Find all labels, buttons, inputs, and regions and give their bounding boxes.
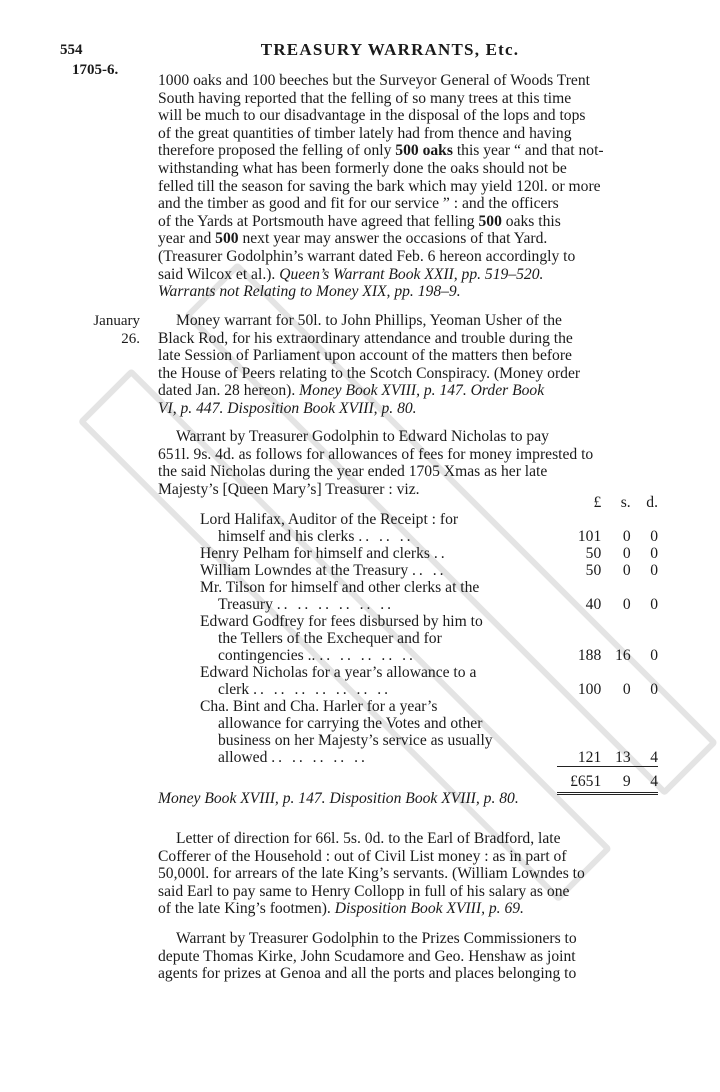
shillings-cell: 0 [622, 681, 631, 698]
ledger-description: allowed [218, 749, 268, 766]
ledger-row [200, 664, 658, 698]
leader-dots: .. .. .. .. .. .. .. [253, 681, 392, 698]
pence-cell: 0 [650, 545, 658, 562]
paragraph-oaks: 1000 oaks and 100 beeches but the Surveyor General of Woods Trent South having reported that the felling of so many trees at this time will be much to our disadvantage in the disposal of the lops and tops of the great quantities of timber lately had from thence and having therefore proposed the felling of only 500 oaks this year “ and that not- withstanding what has been formerly done the oaks should not be felled till the season for saving the bark which may yield 120l. or more and the timber as good and fit for our service ” : and the officers of the Yards at Portsmouth have agreed that felling 500 oaks this year and 500 next year may answer the occasions of that Yard. (Treasurer Godolphin’s warrant dated Feb. 6 hereon accordingly to said Wilcox et al.). Queen’s Warrant Book XXII, pp. 519–520. Warrants not Relating to Money XIX, pp. 198–9. [158, 72, 604, 301]
paragraph-phillips: Money warrant for 50l. to John Phillips, Yeoman Usher of the Black Rod, for his extraordinary attendance and trouble during the late Session of Parliament upon account of the matters then before the House of Peers relating to the Scotch Conspiracy. (Money order dated Jan. 28 hereon). Money Book XVIII, p. 147. Order Book VI, p. 447. Disposition Book XVIII, p. 80. [158, 312, 581, 417]
page-number: 554 [60, 42, 83, 58]
ledger-description: Henry Pelham for himself and clerks [200, 545, 430, 562]
shillings-cell: 16 [615, 647, 631, 664]
shillings-cell: 13 [615, 748, 631, 766]
pounds-cell: 121 [577, 748, 602, 766]
pence-cell: 0 [650, 647, 658, 664]
ledger-row [200, 511, 658, 545]
pounds-cell: 188 [577, 647, 602, 664]
pounds-cell: 100 [577, 681, 602, 698]
ledger-row [200, 562, 658, 579]
ledger-row [200, 579, 658, 613]
shillings-header: s. [620, 494, 631, 511]
ledger-description: Cha. Bint and Cha. Harler for a year’s [200, 698, 438, 715]
leader-dots: .. .. .. .. .. .. [276, 596, 395, 613]
accounts-table [200, 494, 658, 795]
shillings-cell: 0 [622, 545, 631, 562]
ledger-description: allowance for carrying the Votes and other [218, 715, 483, 732]
ledger-description: contingencies .. [218, 647, 316, 664]
ledger-description: Treasury [218, 596, 273, 613]
pounds-cell: 101 [577, 528, 602, 545]
ledger-description: Edward Nicholas for a year’s allowance to a [200, 664, 477, 681]
pounds-cell: 50 [585, 562, 602, 579]
total-pence: 4 [631, 766, 658, 793]
paragraph-nicholas: Warrant by Treasurer Godolphin to Edward Nicholas to pay 651l. 9s. 4d. as follows for allowances of fees for money imprested to the said Nicholas during the year ended 1705 Xmas as her late Majesty’s [Queen Mary’s] Treasurer : viz. [158, 428, 594, 498]
pence-header: d. [646, 494, 658, 511]
ledger-reference: Money Book XVIII, p. 147. Disposition Book XVIII, p. 80. [158, 790, 519, 807]
ledger-description: Edward Godfrey for fees disbursed by him to [200, 613, 483, 630]
pounds-header: £ [593, 494, 602, 511]
ledger-description: Lord Halifax, Auditor of the Receipt : for [200, 511, 459, 528]
shillings-cell: 0 [622, 596, 631, 613]
pence-cell: 0 [650, 528, 658, 545]
total-pounds: £651 [557, 766, 601, 793]
ledger-row [200, 613, 658, 664]
total-shillings: 9 [601, 766, 630, 793]
pence-cell: 0 [650, 681, 658, 698]
pounds-cell: 40 [585, 596, 602, 613]
leader-dots: .. .. [412, 562, 447, 579]
ledger-total-row [200, 766, 658, 793]
ledger-row [200, 545, 658, 562]
leader-dots: .. .. .. .. .. [319, 647, 416, 664]
ledger-description: William Lowndes at the Treasury [200, 562, 409, 579]
shillings-cell: 0 [622, 562, 631, 579]
pounds-cell: 50 [585, 545, 602, 562]
ledger-description: the Tellers of the Exchequer and for [218, 630, 442, 647]
shillings-cell: 0 [622, 528, 631, 545]
leader-dots: .. .. .. [358, 528, 414, 545]
margin-date: January 26. [93, 313, 140, 347]
pence-cell: 4 [650, 748, 658, 766]
pence-cell: 0 [650, 596, 658, 613]
paragraph-prizes: Warrant by Treasurer Godolphin to the Prizes Commissioners to depute Thomas Kirke, John Scudamore and Geo. Henshaw as joint agents for prizes at Genoa and all the ports and places belonging to [158, 930, 577, 983]
ledger-header-row [200, 494, 658, 511]
page-title: TREASURY WARRANTS, Etc. [260, 40, 520, 59]
ledger-description: himself and his clerks [218, 528, 355, 545]
leader-dots: .. .. .. .. .. [271, 749, 368, 766]
margin-year: 1705-6. [72, 62, 119, 78]
ledger-description: clerk [218, 681, 250, 698]
leader-dots: .. [433, 545, 448, 562]
pence-cell: 0 [650, 562, 658, 579]
ledger-description: business on her Majesty’s service as usually [218, 732, 493, 749]
ledger-row [200, 698, 658, 766]
paragraph-bradford: Letter of direction for 66l. 5s. 0d. to the Earl of Bradford, late Cofferer of the Household : out of Civil List money : as in part of 50,000l. for arrears of the late King’s servants. (William Lowndes to said Earl to pay same to Henry Collopp in full of his salary as one of the late King’s footmen). Disposition Book XVIII, p. 69. [158, 830, 585, 918]
ledger-description: Mr. Tilson for himself and other clerks at the [200, 579, 480, 596]
